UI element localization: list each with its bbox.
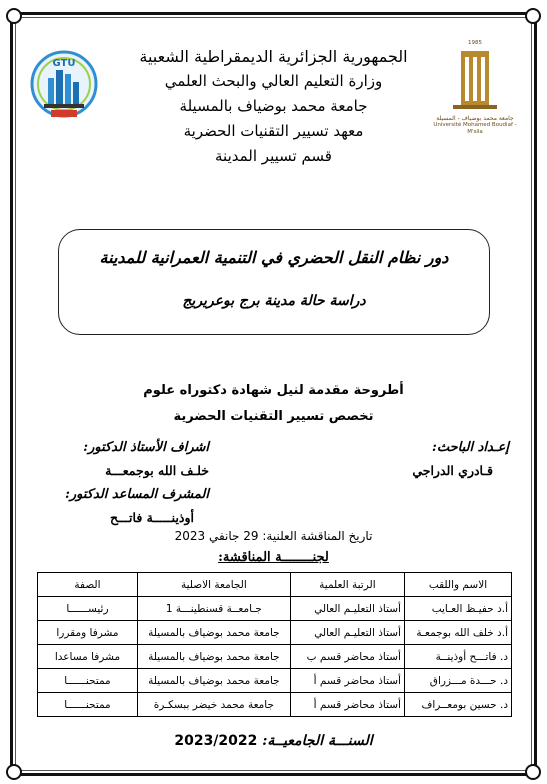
cosupervisor-name: أوذينـــــة فاتـــح [109,510,194,525]
jury-name: د. حسين بومعــراف [404,693,511,717]
jury-role: مشرفا مساعدا [38,645,138,669]
logo-caption-fr: Université Mohamed Boudiaf - M'sila [433,122,517,135]
academic-year-label: السنـــة الجامعيــة: [262,733,373,749]
jury-name: د. حـــدة مـــزراق [404,669,511,693]
jury-role: ممتحنــــــا [38,693,138,717]
jury-header-name: الاسم واللقب [404,573,511,597]
jury-university: جامعة محمد بوضياف بالمسيلة [137,669,290,693]
supervisor-name: خلـف الله بوجمعـــة [105,463,209,478]
researcher-label: إعـداد الباحث: [432,440,509,455]
table-row [38,645,512,669]
header-institute: معهد تسيير التقنيات الحضرية [183,122,364,140]
thesis-type: أطروحة مقدمة لنيل شهادة دكتوراه علوم [143,383,404,398]
jury-header-row [38,573,512,597]
table-row [38,693,512,717]
corner-ornament [525,8,541,24]
jury-heading: لجنــــــــة المناقشة: [218,550,329,565]
jury-role: مشرفا ومقررا [38,621,138,645]
header-department: قسم تسيير المدينة [215,147,332,165]
corner-ornament [6,764,22,780]
defense-date: تاريخ المناقشة العلنية: 29 جانفي 2023 [174,529,373,543]
logo-year: 1985 [468,40,482,46]
jury-header-role: الصفة [38,573,138,597]
jury-table [37,572,512,717]
corner-ornament [525,764,541,780]
jury-university: جامعة محمد بوضياف بالمسيلة [137,645,290,669]
researcher-name: قـادري الدراجي [412,463,493,478]
cosupervisor-label: المشرف المساعد الدكتور: [65,487,209,502]
jury-rank: أستاذ التعليـم العالي [290,621,404,645]
header [0,44,547,169]
jury-name: د. فاتـــح أوذينــة [404,645,511,669]
jury-university: جـامعــة قسنطينـــة 1 [137,597,290,621]
header-ministry: وزارة التعليم العالي والبحث العلمي [164,72,383,90]
header-university: جامعة محمد بوضياف بالمسيلة [179,97,368,115]
thesis-specialty: تخصص تسيير التقنيات الحضرية [173,409,374,424]
jury-header-rank: الرتبة العلمية [290,573,404,597]
thesis-title: دور نظام النقل الحضري في التنمية العمرانية للمدينة [99,248,449,267]
table-row [38,669,512,693]
jury-rank: أستاذ التعليـم العالي [290,597,404,621]
table-row [38,597,512,621]
academic-year-value: 2023/2022 [174,733,258,749]
jury-name: أ.د خلف الله بوجمعـة [404,621,511,645]
jury-university: جامعة محمد بوضياف بالمسيلة [137,621,290,645]
thesis-info [0,378,547,430]
header-republic: الجمهورية الجزائرية الديمقراطية الشعبية [139,47,408,66]
jury-role: ممتحنــــــا [38,669,138,693]
supervisor-label: اشراف الأستاذ الدكتور: [83,440,209,455]
academic-year [0,733,547,749]
logo-gtu-text: GTU [52,58,76,69]
jury-rank: أستاذ محاضر قسم أ [290,669,404,693]
jury-role: رئيســــــا [38,597,138,621]
title-box [58,229,490,335]
table-row [38,621,512,645]
logo-caption-ar: جامعة محمد بوضياف - المسيلة [436,115,514,122]
jury-name: أ.د حفيـظ العـايب [404,597,511,621]
jury-university: جامعة محمد خيضر ببسكـرة [137,693,290,717]
case-study-title: دراسة حالة مدينة برج بوعريريج [182,293,366,309]
jury-rank: أستاذ محاضر قسم ب [290,645,404,669]
jury-rank: أستاذ محاضر قسم أ [290,693,404,717]
jury-header-university: الجامعة الاصلية [137,573,290,597]
corner-ornament [6,8,22,24]
